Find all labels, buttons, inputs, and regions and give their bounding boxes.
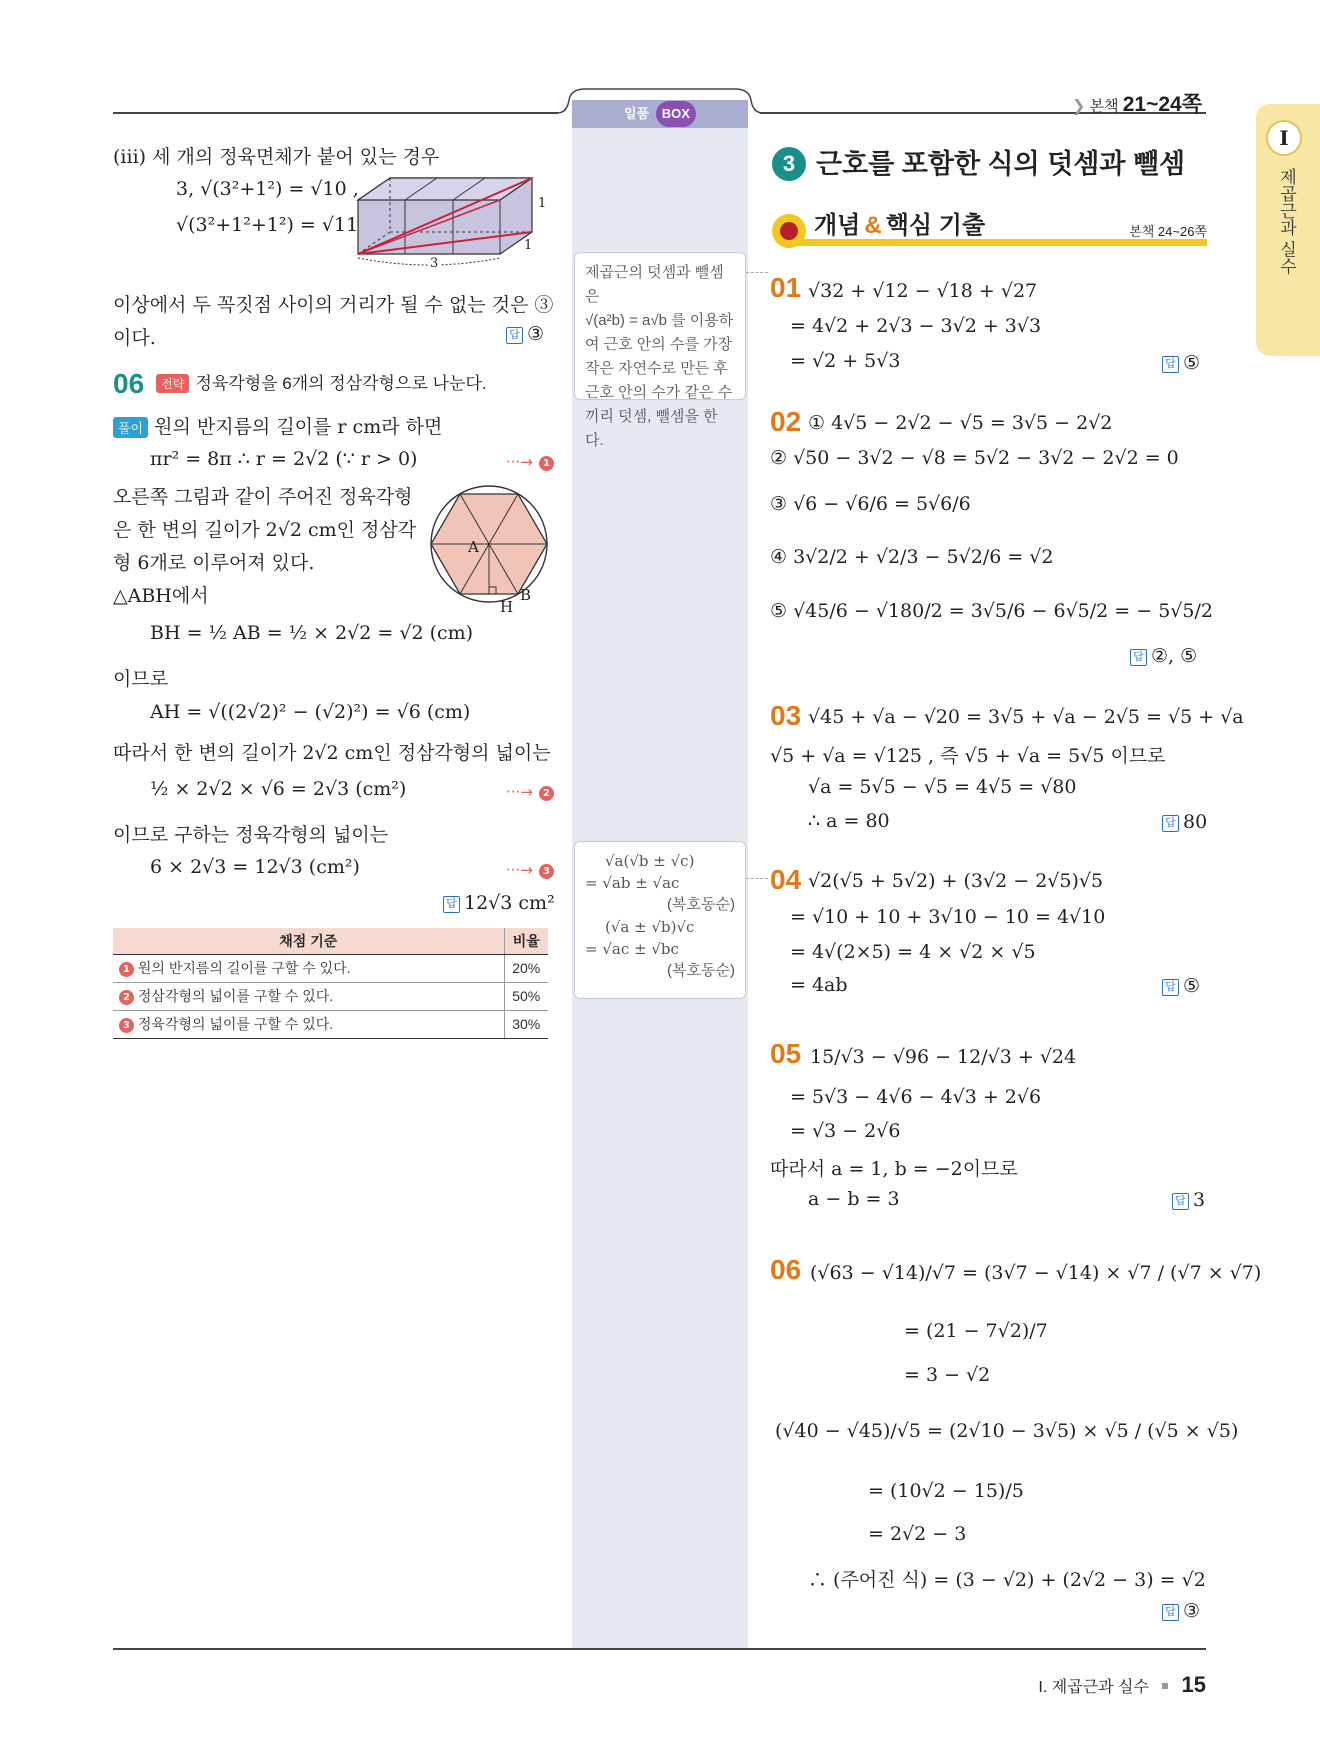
solution-line: △ABH에서 xyxy=(113,585,209,607)
q03-line: √5 + √a = √125 , 즉 √5 + √a = 5√5 이므로 xyxy=(770,745,1166,767)
hex-label-a: A xyxy=(468,538,479,556)
tip-1-line: 끼리 덧셈, 뺄셈을 한다. xyxy=(585,408,718,449)
q04-answer xyxy=(1162,975,1200,997)
arrow-icon: ···→ xyxy=(506,783,533,801)
solution-line: 은 한 변의 길이가 2√2 cm인 정삼각 xyxy=(113,519,417,541)
grading-criteria xyxy=(113,954,504,982)
step-marker-3 xyxy=(506,858,554,880)
q04-line: = 4ab xyxy=(790,974,848,996)
answer-value: 3 xyxy=(1193,1189,1206,1211)
case-iii-eq2: √(3²+1²+1²) = √11 xyxy=(176,214,359,236)
answer-icon: 답 xyxy=(1162,815,1179,832)
q06-number: 06 xyxy=(113,368,145,399)
solution-line: 형 6개로 이루어져 있다. xyxy=(113,552,315,574)
q03-line: √a = 5√5 − √5 = 4√5 = √80 xyxy=(808,776,1077,798)
step-marker-2 xyxy=(506,780,554,802)
q04-number: 04 xyxy=(770,864,802,895)
q02-line: ⑤ √45/6 − √180/2 = 3√5/6 − 6√5/2 = − 5√5/2 xyxy=(770,600,1213,622)
strategy-text: 정육각형을 6개의 정삼각형으로 나눈다. xyxy=(195,374,487,393)
q05-answer xyxy=(1172,1189,1205,1211)
q05-line: = √3 − 2√6 xyxy=(790,1120,901,1142)
step-number: 2 xyxy=(119,990,134,1005)
grading-header-ratio: 비율 xyxy=(504,928,548,954)
tip-1-line: 근호 안의 수가 같은 수 xyxy=(585,384,733,401)
answer-value: ⑤ xyxy=(1183,352,1201,374)
subheading-underline xyxy=(788,239,1207,246)
subheading-bar xyxy=(772,203,1207,247)
q02-line: ① 4√5 − 2√2 − √5 = 3√5 − 2√2 xyxy=(808,412,1113,434)
footer xyxy=(1038,1672,1206,1698)
solution-line: 오른쪽 그림과 같이 주어진 정육각형 xyxy=(113,486,413,508)
tip-box-2 xyxy=(574,841,746,999)
section-number: 3 xyxy=(772,147,806,181)
tip-1-line: 여 근호 안의 수를 가장 xyxy=(585,336,733,353)
tip-2-line: (√a ± √b)√c xyxy=(605,918,695,936)
grading-criteria xyxy=(113,1010,504,1038)
solution-line xyxy=(113,412,442,439)
footer-chapter: I. 제곱근과 실수 xyxy=(1038,1679,1149,1696)
tip-box-1 xyxy=(574,252,746,449)
answer-value: ③ xyxy=(527,323,545,345)
q06-number-right: 06 xyxy=(770,1254,802,1285)
step-number: 1 xyxy=(539,456,554,471)
q02-line: ④ 3√2/2 + √2/3 − 5√2/6 = √2 xyxy=(770,546,1054,568)
q03-number: 03 xyxy=(770,700,802,731)
q04-line: √2(√5 + 5√2) + (3√2 − 2√5)√5 xyxy=(808,870,1104,892)
solution-line: πr² = 8π ∴ r = 2√2 (∵ r > 0) xyxy=(150,448,418,470)
tip-2-line: (복호동순) xyxy=(667,896,735,913)
q03-answer xyxy=(1162,811,1207,833)
solution-tag: 풀이 xyxy=(113,417,148,438)
tip-2-line: √a(√b ± √c) xyxy=(605,852,695,870)
header-page-ref xyxy=(1072,88,1202,118)
step-number: 1 xyxy=(119,962,134,977)
q05-line: 따라서 a = 1, b = −2이므로 xyxy=(770,1158,1018,1180)
grading-table xyxy=(113,928,548,1039)
cube-dim: 1 xyxy=(538,196,547,211)
solution-line: BH = ½ AB = ½ × 2√2 = √2 (cm) xyxy=(150,622,474,644)
case-iii-heading: (iii) 세 개의 정육면체가 붙어 있는 경우 xyxy=(113,146,440,168)
answer-value: 12√3 cm² xyxy=(464,892,555,914)
conclusion-line-2: 이다. xyxy=(113,327,156,349)
q06-line: = (10√2 − 15)/5 xyxy=(868,1480,1024,1502)
q01-line: = √2 + 5√3 xyxy=(790,350,901,372)
q06-line: = 3 − √2 xyxy=(904,1364,991,1386)
bottom-rule xyxy=(113,1648,1206,1650)
solution-text: 원의 반지름의 길이를 r cm라 하면 xyxy=(154,416,443,438)
answer-icon: 답 xyxy=(1130,649,1147,666)
solution-line: AH = √((2√2)² − (√2)²) = √6 (cm) xyxy=(150,701,471,723)
answer-value: ③ xyxy=(1183,1600,1201,1622)
side-tab-title: 제곱근과 실수 xyxy=(1277,168,1296,275)
q05-number: 05 xyxy=(770,1038,802,1069)
grading-text: 정삼각형의 넓이를 구할 수 있다. xyxy=(137,988,334,1004)
q02-answer xyxy=(1130,645,1197,667)
q06-left-heading xyxy=(113,368,487,400)
q04-line: = √10 + 10 + 3√10 − 10 = 4√10 xyxy=(790,906,1106,928)
tip-2-line: = √ab ± √ac xyxy=(585,874,680,892)
grading-row xyxy=(113,954,548,982)
q02-line: ② √50 − 3√2 − √8 = 5√2 − 3√2 − 2√2 = 0 xyxy=(770,447,1179,469)
top-rule-left xyxy=(113,112,558,114)
subheading-title xyxy=(814,205,985,240)
grading-row xyxy=(113,982,548,1010)
section-title: 근호를 포함한 식의 덧셈과 뺄셈 xyxy=(816,149,1186,179)
solution-line: 6 × 2√3 = 12√3 (cm²) xyxy=(150,856,360,878)
q06-line: ∴ (주어진 식) = (3 − √2) + (2√2 − 3) = √2 xyxy=(808,1569,1206,1591)
subheading-ref: 본책 24~26쪽 xyxy=(1129,224,1207,239)
answer-value: ⑤ xyxy=(1183,975,1201,997)
tip-1-connector xyxy=(746,272,768,273)
grading-ratio: 50% xyxy=(504,982,548,1010)
hex-label-h: H xyxy=(500,598,514,616)
q01-number: 01 xyxy=(770,272,802,303)
solution-line: 따라서 한 변의 길이가 2√2 cm인 정삼각형의 넓이는 xyxy=(113,742,551,764)
tip-1-line: √(a²b) = a√b 를 이용하 xyxy=(585,312,734,329)
box-badge xyxy=(572,100,748,128)
side-tab[interactable] xyxy=(1256,104,1320,356)
q01-line: √32 + √12 − √18 + √27 xyxy=(808,280,1038,302)
step-number: 3 xyxy=(539,864,554,879)
q06-line: = (21 − 7√2)/7 xyxy=(904,1320,1048,1342)
side-tab-roman: I xyxy=(1266,120,1302,156)
solution-line: ½ × 2√2 × √6 = 2√3 (cm²) xyxy=(150,778,407,800)
ref-pages: 21~24쪽 xyxy=(1122,93,1203,116)
answer-06-left xyxy=(443,892,555,914)
solution-line: 이므로 xyxy=(113,668,169,690)
box-badge-right: BOX xyxy=(656,101,696,127)
tip-2-line: (복호동순) xyxy=(667,962,735,979)
q05-line: a − b = 3 xyxy=(808,1188,900,1210)
grading-criteria xyxy=(113,982,504,1010)
subheading-a: 개념 xyxy=(814,212,861,239)
case-iii-eq1: 3, √(3²+1²) = √10 , xyxy=(176,178,359,200)
answer-icon: 답 xyxy=(1172,1193,1189,1210)
answer-value: ②, ⑤ xyxy=(1151,645,1198,667)
page-number: 15 xyxy=(1181,1672,1206,1697)
answer-icon: 답 xyxy=(443,896,460,913)
solution-line: 이므로 구하는 정육각형의 넓이는 xyxy=(113,824,389,846)
answer-icon: 답 xyxy=(506,327,523,344)
q06-answer xyxy=(1162,1600,1200,1622)
footer-separator xyxy=(1162,1683,1168,1689)
tip-1-line: 작은 자연수로 만든 후 xyxy=(585,360,728,377)
target-icon-core xyxy=(780,222,798,240)
q03-line: √45 + √a − √20 = 3√5 + √a − 2√5 = √5 + √a xyxy=(808,706,1244,728)
answer-prev xyxy=(506,323,544,345)
strategy-tag: 전략 xyxy=(156,374,189,393)
q01-line: = 4√2 + 2√3 − 3√2 + 3√3 xyxy=(790,315,1042,337)
step-number: 2 xyxy=(539,786,554,801)
arrow-icon: ···→ xyxy=(506,861,533,879)
q05-line: = 5√3 − 4√6 − 4√3 + 2√6 xyxy=(790,1086,1042,1108)
chevron-right-icon: ❯ xyxy=(1072,98,1086,115)
cube-dim: 3 xyxy=(430,256,439,271)
q06-line: (√40 − √45)/√5 = (2√10 − 3√5) × √5 / (√5 × √5) xyxy=(775,1420,1239,1442)
cube-figure xyxy=(350,168,550,274)
q01-answer xyxy=(1162,352,1200,374)
grading-text: 정육각형의 넓이를 구할 수 있다. xyxy=(137,1016,334,1032)
answer-icon: 답 xyxy=(1162,356,1179,373)
q05-line: 15/√3 − √96 − 12/√3 + √24 xyxy=(810,1046,1077,1068)
subheading-amp: & xyxy=(864,212,882,239)
hexagon-figure xyxy=(428,484,552,608)
q06-line: (√63 − √14)/√7 = (3√7 − √14) × √7 / (√7 × √7) xyxy=(810,1262,1262,1284)
grading-ratio: 20% xyxy=(504,954,548,982)
grading-text: 원의 반지름의 길이를 구할 수 있다. xyxy=(137,960,351,976)
tip-2-line: = √ac ± √bc xyxy=(585,940,679,958)
answer-icon: 답 xyxy=(1162,1604,1179,1621)
hex-label-b: B xyxy=(520,586,532,604)
step-number: 3 xyxy=(119,1018,134,1033)
q03-line: ∴ a = 80 xyxy=(808,810,890,832)
subheading-b: 핵심 기출 xyxy=(885,212,986,239)
section-heading xyxy=(772,142,1185,181)
arrow-icon: ···→ xyxy=(506,453,533,471)
answer-icon: 답 xyxy=(1162,979,1179,996)
ref-prefix: 본책 xyxy=(1089,98,1119,115)
q04-line: = 4√(2×5) = 4 × √2 × √5 xyxy=(790,941,1036,963)
grading-row xyxy=(113,1010,548,1038)
grading-ratio: 30% xyxy=(504,1010,548,1038)
grading-header-row xyxy=(113,928,548,954)
step-marker-1 xyxy=(506,450,554,472)
tip-1-line: 제곱근의 덧셈과 뺄셈은 xyxy=(585,264,724,305)
box-badge-left: 일품 xyxy=(624,106,650,121)
q06-line: = 2√2 − 3 xyxy=(868,1523,967,1545)
grading-header-criteria: 채점 기준 xyxy=(113,928,504,954)
cube-dim: 1 xyxy=(524,238,533,253)
tip-2-connector xyxy=(746,878,768,879)
q02-number: 02 xyxy=(770,406,802,437)
answer-value: 80 xyxy=(1183,811,1208,833)
q02-line: ③ √6 − √6/6 = 5√6/6 xyxy=(770,493,971,515)
conclusion-line-1: 이상에서 두 꼭짓점 사이의 거리가 될 수 없는 것은 ③ xyxy=(113,294,554,316)
